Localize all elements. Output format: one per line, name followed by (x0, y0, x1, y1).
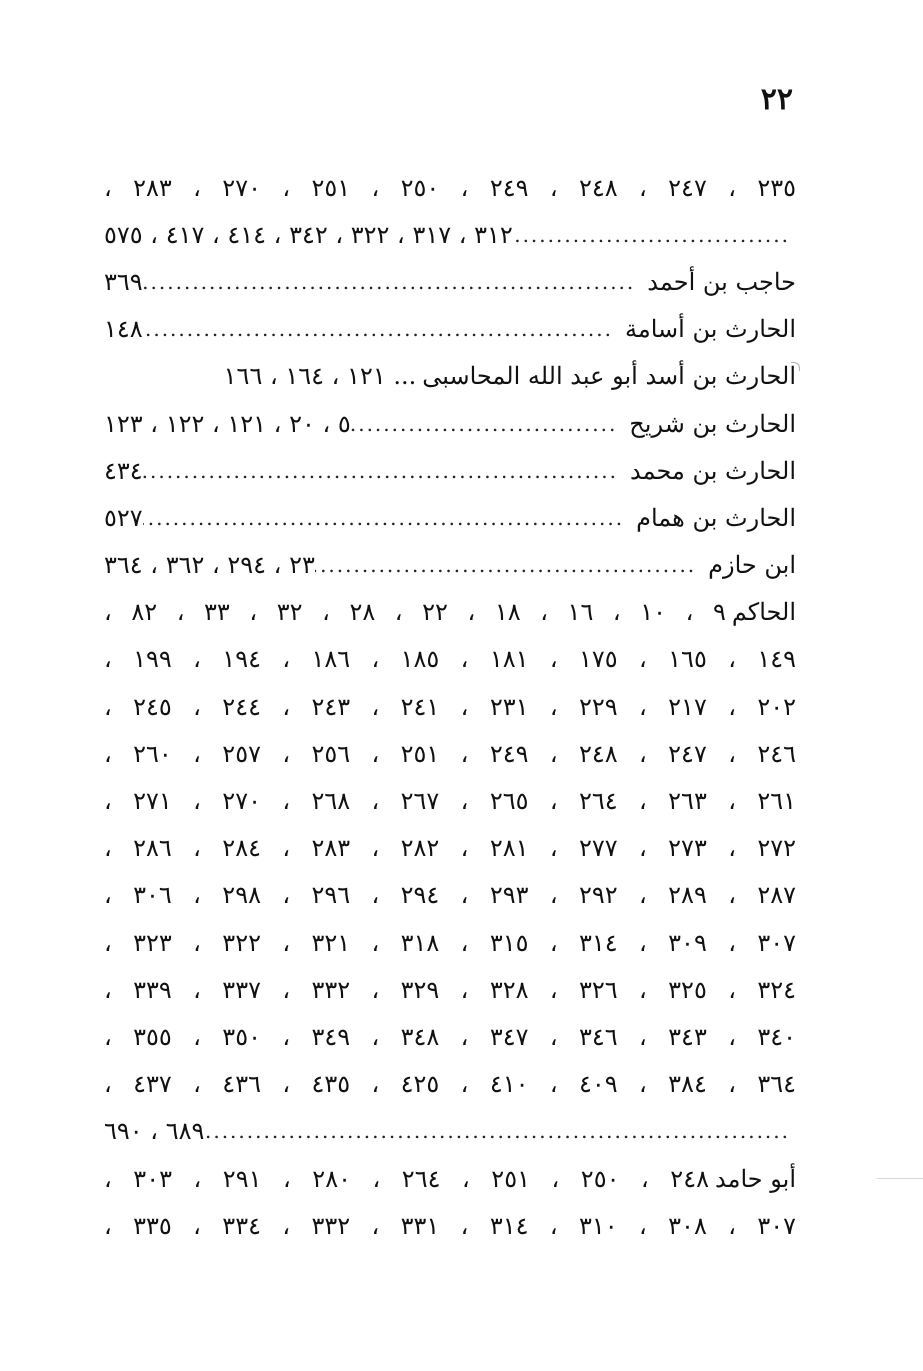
index-entry (104, 306, 796, 353)
page-references: ٢٣ ، ٢٩٤ ، ٣٦٢ ، ٣٦٤ (104, 551, 315, 580)
index-entry (104, 1155, 796, 1202)
index-entry (104, 164, 796, 211)
entry-name: الحارث بن شريح (629, 409, 796, 438)
index-list (104, 164, 796, 1249)
entry-name: الحارث بن همام (636, 503, 796, 532)
index-entry (104, 258, 796, 305)
index-entry (104, 542, 796, 589)
page-references: ٦٨٩ ، ٦٩٠ (104, 1117, 205, 1146)
index-entry (104, 400, 796, 447)
page-references: ٢٦١ ، ٢٦٣ ، ٢٦٤ ، ٢٦٥ ، ٢٦٧ ، ٢٦٨ ، ٢٧٠ ، ٢٧١ ، (104, 787, 796, 816)
index-entry (104, 494, 796, 541)
index-entry (104, 730, 796, 777)
page-references: ٢٤٨ ، ٢٥٠ ، ٢٥١ ، ٢٦٤ ، ٢٨٠ ، ٢٩١ ، ٣٠٣ ، (104, 1164, 709, 1193)
page-references: ٣٠٧ ، ٣٠٩ ، ٣١٤ ، ٣١٥ ، ٣١٨ ، ٣٢١ ، ٣٢٢ ، ٣٢٣ ، (104, 928, 796, 957)
page-references: ١٤٨ (104, 315, 143, 344)
page-references: ٣٦٩ (104, 267, 143, 296)
page-references: ٢٠٢ ، ٢١٧ ، ٢٢٩ ، ٢٣١ ، ٢٤١ ، ٢٤٣ ، ٢٤٤ ، ٢٤٥ ، (104, 692, 796, 721)
page-references: ٢٧٢ ، ٢٧٣ ، ٢٧٧ ، ٢٨١ ، ٢٨٢ ، ٢٨٣ ، ٢٨٤ ، ٢٨٦ ، (104, 834, 796, 863)
index-entry (104, 1013, 796, 1060)
index-entry (104, 1108, 796, 1155)
page-references: ٢٣٥ ، ٢٤٧ ، ٢٤٨ ، ٢٤٩ ، ٢٥٠ ، ٢٥١ ، ٢٧٠ ، ٢٨٣ ، (104, 173, 796, 202)
dot-leader (204, 1119, 796, 1143)
page-references: ٤٣٤ (104, 456, 143, 485)
page-references: ٢٨٧ ، ٢٨٩ ، ٢٩٢ ، ٢٩٣ ، ٢٩٤ ، ٢٩٦ ، ٢٩٨ ، ٣٠٦ ، (104, 881, 796, 910)
entry-name: الحارث بن محمد (630, 456, 796, 485)
edge-mark (877, 1178, 923, 1179)
entry-name: الحارث بن أسامة (625, 315, 796, 344)
dot-leader (143, 459, 624, 483)
page-references: ٥ ، ٢٠ ، ١٢١ ، ١٢٢ ، ١٢٣ (104, 409, 351, 438)
page-references: ٣١٢ ، ٣١٧ ، ٣٢٢ ، ٣٤٢ ، ٤١٤ ، ٤١٧ ، ٥٧٥ (104, 220, 513, 249)
page-references: ... ١٢١ ، ١٦٤ ، ١٦٦ (223, 362, 417, 391)
dot-leader (351, 412, 624, 436)
page-references: ٣٠٧ ، ٣٠٨ ، ٣١٠ ، ٣١٤ ، ٣٣١ ، ٣٣٢ ، ٣٣٤ ، ٣٣٥ ، (104, 1211, 796, 1240)
entry-name: ابن حازم (708, 551, 796, 580)
index-entry (104, 447, 796, 494)
page-references: ٣٦٤ ، ٣٨٤ ، ٤٠٩ ، ٤١٠ ، ٤٢٥ ، ٤٣٥ ، ٤٣٦ ، ٤٣٧ ، (104, 1070, 796, 1099)
index-entry (104, 966, 796, 1013)
page-references: ١٤٩ ، ١٦٥ ، ١٧٥ ، ١٨١ ، ١٨٥ ، ١٨٦ ، ١٩٤ ، ١٩٩ ، (104, 645, 796, 674)
index-entry (104, 589, 796, 636)
page-references: ٩ ، ١٠ ، ١٦ ، ١٨ ، ٢٢ ، ٢٨ ، ٣٢ ، ٣٣ ، ٨٢ ، (104, 598, 726, 627)
index-entry (104, 636, 796, 683)
dot-leader (143, 317, 619, 341)
page-references: ٥٢٧ (104, 503, 143, 532)
page-references: ٣٢٤ ، ٣٢٥ ، ٣٢٦ ، ٣٢٨ ، ٣٢٩ ، ٣٣٢ ، ٣٣٧ ، ٣٣٩ ، (104, 975, 796, 1004)
index-entry (104, 777, 796, 824)
dot-leader (143, 270, 642, 294)
index-entry (104, 1061, 796, 1108)
entry-name: حاجب بن أحمد (647, 267, 796, 296)
index-entry (104, 683, 796, 730)
dot-leader (513, 223, 796, 247)
entry-name: الحاكم (731, 598, 796, 627)
page-number: ٢٢ (760, 82, 793, 117)
index-entry (104, 211, 796, 258)
entry-name: أبو حامد (715, 1164, 796, 1193)
dot-leader (143, 506, 630, 530)
index-entry (104, 872, 796, 919)
page-references: ٣٤٠ ، ٣٤٣ ، ٣٤٦ ، ٣٤٧ ، ٣٤٨ ، ٣٤٩ ، ٣٥٠ ، ٣٥٥ ، (104, 1022, 796, 1051)
page-references: ٢٤٦ ، ٢٤٧ ، ٢٤٨ ، ٢٤٩ ، ٢٥١ ، ٢٥٦ ، ٢٥٧ ، ٢٦٠ ، (104, 739, 796, 768)
entry-name: الحارث بن أسد أبو عبد الله المحاسبى (422, 362, 796, 391)
index-entry (104, 825, 796, 872)
dot-leader (315, 553, 702, 577)
index-entry (104, 919, 796, 966)
index-entry (104, 1202, 796, 1249)
index-entry (104, 353, 796, 400)
